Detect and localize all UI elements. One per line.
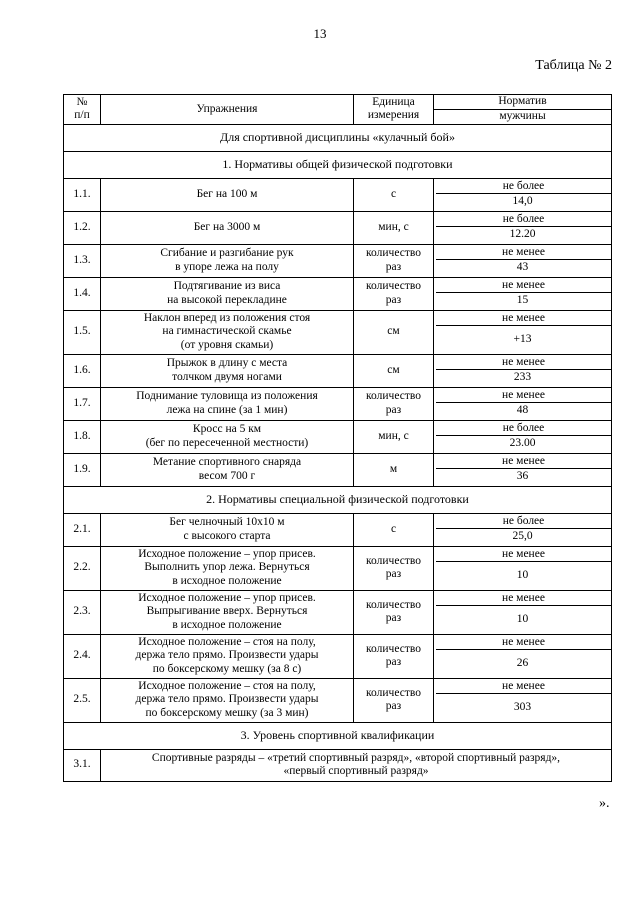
- row-number: 2.2.: [64, 546, 101, 590]
- norm-value: 15: [516, 294, 529, 307]
- exercise-name: Бег челночный 10х10 м с высокого старта: [101, 513, 354, 546]
- row-number: 2.4.: [64, 634, 101, 678]
- row-number: 1.2.: [64, 211, 101, 244]
- exercise-name: Поднимание туловища из положения лежа на спине (за 1 мин): [101, 387, 354, 420]
- discipline-row: Для спортивной дисциплины «кулачный бой»: [64, 124, 612, 151]
- exercise-name: Бег на 100 м: [101, 178, 354, 211]
- norm-condition: не менее: [436, 679, 611, 694]
- header-number: № п/п: [64, 95, 101, 125]
- table-row: [64, 354, 612, 387]
- unit-of-measure: количество раз: [354, 277, 434, 310]
- row-number: 2.3.: [64, 590, 101, 634]
- norm-value: 233: [513, 371, 532, 384]
- unit-of-measure: с: [354, 178, 434, 211]
- row-number: 1.9.: [64, 453, 101, 486]
- norm-condition: не менее: [436, 591, 611, 606]
- norm-cell: [434, 678, 612, 722]
- section-title: 2. Нормативы специальной физической подготовки: [64, 486, 612, 513]
- unit-of-measure: мин, с: [354, 420, 434, 453]
- unit-of-measure: количество раз: [354, 634, 434, 678]
- norm-value: 25,0: [512, 530, 533, 543]
- exercise-name: Наклон вперед из положения стоя на гимнастической скамье (от уровня скамьи): [101, 310, 354, 354]
- row-number: 1.1.: [64, 178, 101, 211]
- unit-of-measure: мин, с: [354, 211, 434, 244]
- row-number: 1.8.: [64, 420, 101, 453]
- exercise-name: Сгибание и разгибание рук в упоре лежа на полу: [101, 244, 354, 277]
- norm-condition: не менее: [436, 311, 611, 326]
- row-number: 2.5.: [64, 678, 101, 722]
- unit-of-measure: количество раз: [354, 590, 434, 634]
- norm-value: 36: [516, 470, 529, 483]
- table-row: [64, 244, 612, 277]
- row-number: 1.5.: [64, 310, 101, 354]
- table-row: [64, 453, 612, 486]
- norm-cell: [434, 387, 612, 420]
- unit-of-measure: см: [354, 310, 434, 354]
- section-title: 1. Нормативы общей физической подготовки: [64, 151, 612, 178]
- norm-condition: не более: [436, 212, 611, 227]
- norm-condition: не менее: [436, 278, 611, 293]
- table-row: [64, 590, 612, 634]
- table-row: [64, 420, 612, 453]
- exercise-name: Прыжок в длину с места толчком двумя ногами: [101, 354, 354, 387]
- norm-cell: [434, 513, 612, 546]
- exercise-name: Подтягивание из виса на высокой перекладине: [101, 277, 354, 310]
- exercise-name: Исходное положение – стоя на полу, держа тело прямо. Произвести удары по боксерскому мешку (за 8 с): [101, 634, 354, 678]
- norm-value: 14,0: [512, 195, 533, 208]
- norm-value: 303: [513, 700, 532, 713]
- row-number: 1.3.: [64, 244, 101, 277]
- norm-cell: [434, 310, 612, 354]
- section-title: 3. Уровень спортивной квалификации: [64, 722, 612, 749]
- norm-condition: не менее: [436, 388, 611, 403]
- header-unit: Единица измерения: [354, 95, 434, 125]
- table-row: [64, 310, 612, 354]
- table-row: [64, 546, 612, 590]
- exercise-name: Исходное положение – упор присев. Выпрыгивание вверх. Вернуться в исходное положение: [101, 590, 354, 634]
- norm-condition: не менее: [436, 454, 611, 469]
- row-number: 1.7.: [64, 387, 101, 420]
- row-number: 3.1.: [64, 749, 101, 781]
- table-row: [64, 634, 612, 678]
- norm-cell: [434, 590, 612, 634]
- exercise-name: Бег на 3000 м: [101, 211, 354, 244]
- unit-of-measure: м: [354, 453, 434, 486]
- row-number: 1.6.: [64, 354, 101, 387]
- unit-of-measure: см: [354, 354, 434, 387]
- closing-mark: ».: [599, 796, 610, 811]
- norm-cell: [434, 546, 612, 590]
- table-row: [64, 178, 612, 211]
- header-exercises: Упражнения: [101, 95, 354, 125]
- norm-cell: [434, 420, 612, 453]
- row-number: 1.4.: [64, 277, 101, 310]
- unit-of-measure: количество раз: [354, 546, 434, 590]
- qualification-text: Спортивные разряды – «третий спортивный разряд», «второй спортивный разряд», «первый спортивный разряд»: [101, 749, 612, 781]
- norm-condition: не менее: [436, 245, 611, 260]
- norm-value: 26: [516, 656, 529, 669]
- norm-value: 10: [516, 568, 529, 581]
- exercise-name: Кросс на 5 км (бег по пересеченной местности): [101, 420, 354, 453]
- norm-cell: [434, 634, 612, 678]
- norm-condition: не более: [436, 514, 611, 529]
- unit-of-measure: количество раз: [354, 387, 434, 420]
- norm-condition: не менее: [436, 355, 611, 370]
- unit-of-measure: количество раз: [354, 244, 434, 277]
- norm-cell: [434, 211, 612, 244]
- norm-condition: не менее: [436, 635, 611, 650]
- norm-cell: [434, 453, 612, 486]
- norm-value: +13: [513, 332, 532, 345]
- table-row: [64, 277, 612, 310]
- norm-condition: не более: [436, 421, 611, 436]
- header-men: мужчины: [434, 110, 612, 125]
- unit-of-measure: количество раз: [354, 678, 434, 722]
- norm-value: 10: [516, 612, 529, 625]
- norm-value: 43: [516, 261, 529, 274]
- exercise-name: Исходное положение – стоя на полу, держа тело прямо. Произвести удары по боксерскому мешку (за 3 мин): [101, 678, 354, 722]
- table-row: [64, 211, 612, 244]
- exercise-name: Метание спортивного снаряда весом 700 г: [101, 453, 354, 486]
- norm-condition: не более: [436, 179, 611, 194]
- table-title: Таблица № 2: [535, 58, 612, 73]
- table-row: [64, 513, 612, 546]
- table-row: [64, 678, 612, 722]
- norm-cell: [434, 277, 612, 310]
- norm-value: 23.00: [509, 437, 536, 450]
- norm-cell: [434, 354, 612, 387]
- table-row: [64, 387, 612, 420]
- norm-cell: [434, 178, 612, 211]
- unit-of-measure: с: [354, 513, 434, 546]
- norms-table: [63, 94, 612, 782]
- page-number: 13: [313, 26, 327, 41]
- exercise-name: Исходное положение – упор присев. Выполнить упор лежа. Вернуться в исходное положение: [101, 546, 354, 590]
- header-norm: Норматив: [434, 95, 612, 110]
- table-row: [64, 749, 612, 781]
- norm-cell: [434, 244, 612, 277]
- norm-condition: не менее: [436, 547, 611, 562]
- norm-value: 48: [516, 404, 529, 417]
- row-number: 2.1.: [64, 513, 101, 546]
- norm-value: 12.20: [509, 228, 536, 241]
